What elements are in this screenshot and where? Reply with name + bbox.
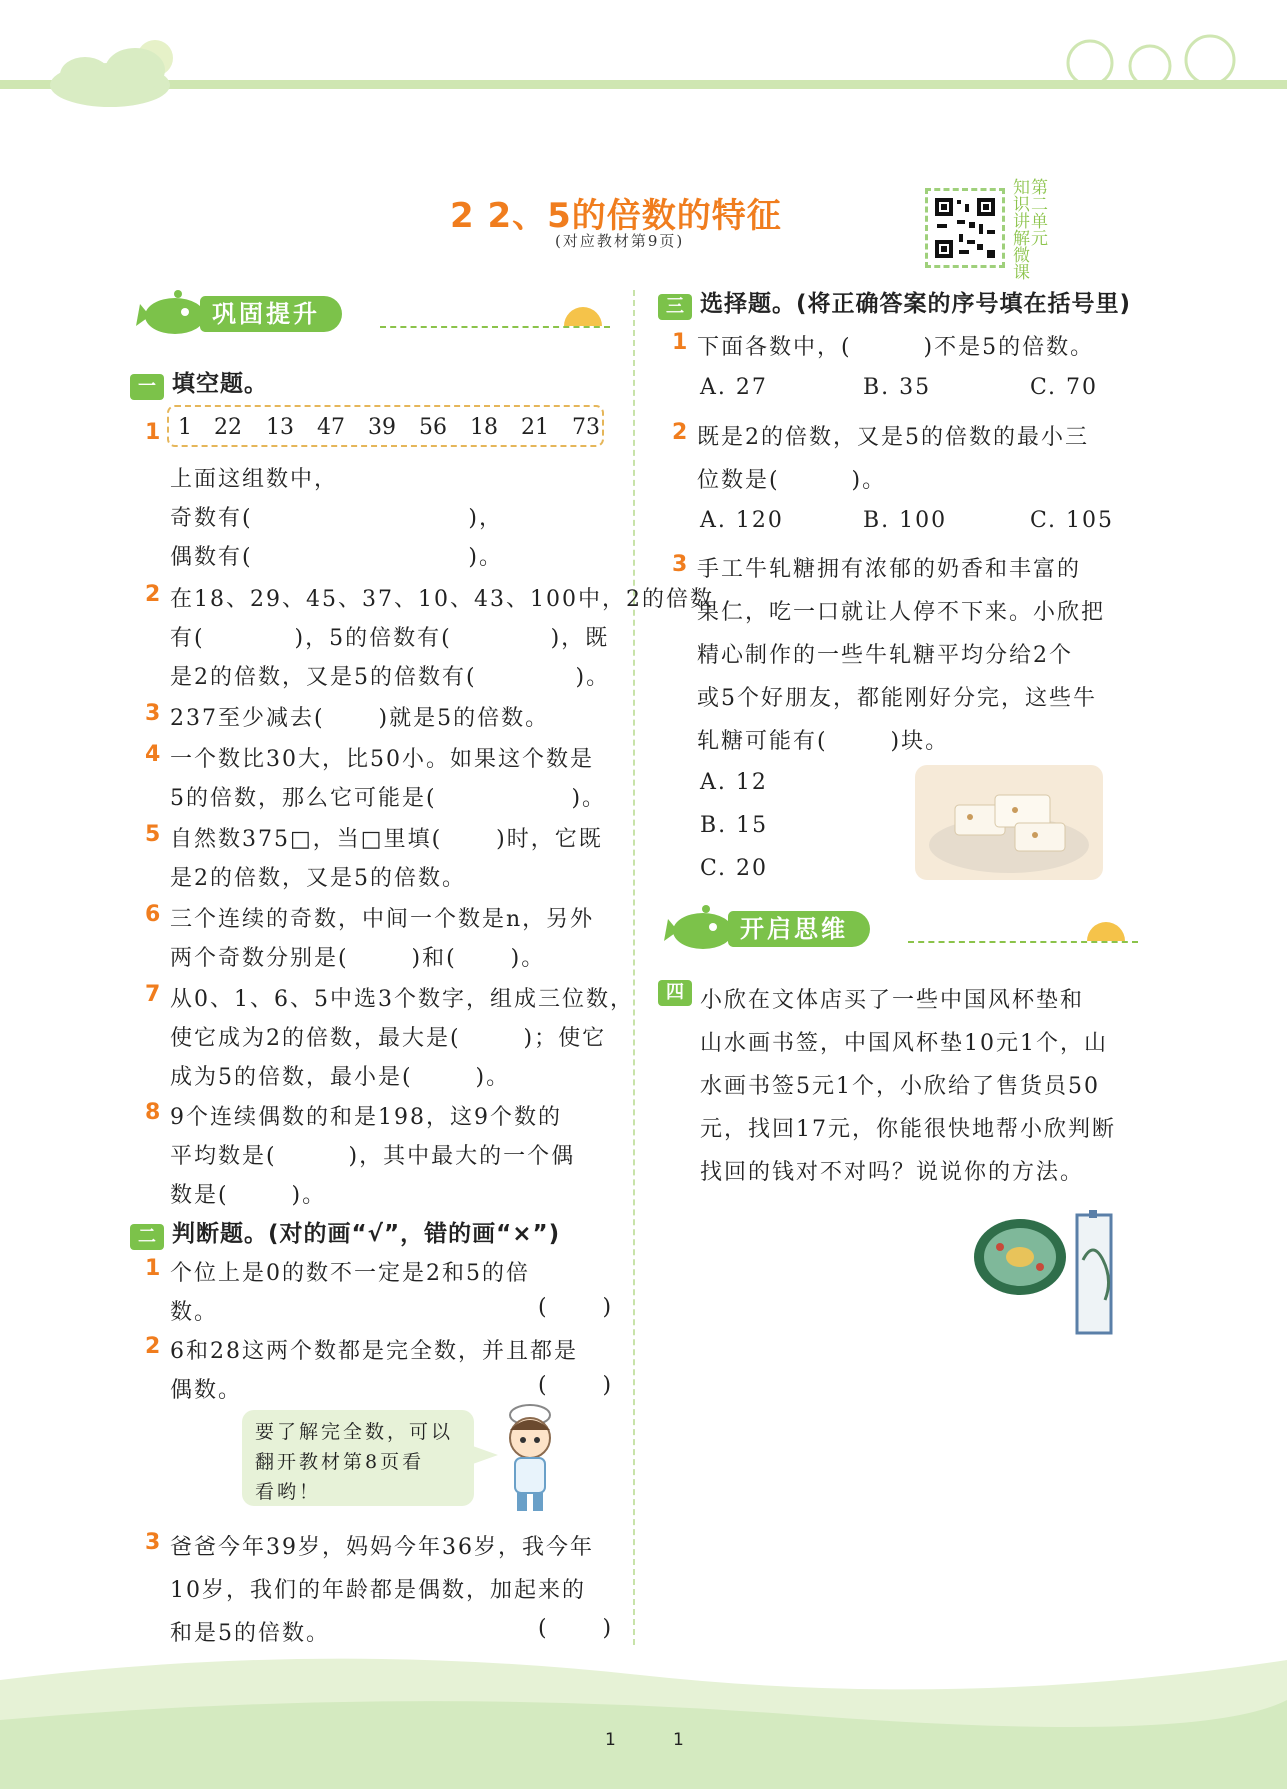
page-subtitle: (对应教材第9页) [555, 232, 685, 250]
c1-option-a[interactable]: A. 27 [700, 375, 768, 400]
qr-label-unit: 第二单元 [1027, 178, 1047, 246]
number-item: 21 [521, 415, 549, 440]
tip-text [255, 1417, 467, 1507]
q5-line2: 是2的倍数，又是5的倍数。 [170, 866, 466, 891]
q1-line1: 上面这组数中， [170, 467, 339, 492]
q8-line1: 9个连续偶数的和是198，这9个数的 [170, 1105, 562, 1130]
c3-option-a[interactable]: A. 12 [700, 770, 768, 795]
c3-line2: 果仁，吃一口就让人停不下来。小欣把 [697, 600, 1106, 625]
whale-icon [658, 905, 738, 953]
c2-line1: 既是2的倍数，又是5的倍数的最小三 [697, 425, 1089, 450]
j1-line1: 个位上是0的数不一定是2和5的倍 [170, 1261, 530, 1286]
q2-line2: 有( )，5的倍数有( )，既 [170, 626, 610, 651]
q7-line3: 成为5的倍数，最小是( )。 [170, 1065, 511, 1090]
section-title: 判断题。(对的画“√”，错的画“×”) [172, 1221, 561, 1247]
number-item: 1 [178, 415, 192, 440]
j2-line2: 偶数。 [170, 1378, 243, 1403]
tip-line: 看哟！ [255, 1481, 322, 1503]
question-number: 3 [145, 1530, 161, 1555]
nougat-candy-image [915, 765, 1103, 880]
s4-line3: 水画书签5元1个，小欣给了售货员50 [700, 1074, 1100, 1099]
j3-line3: 和是5的倍数。 [170, 1621, 330, 1646]
j3-answer-paren[interactable]: ( ) [538, 1616, 614, 1641]
banner-consolidate [130, 290, 610, 338]
s4-line5: 找回的钱对不对吗？说说你的方法。 [700, 1160, 1085, 1185]
c3-line1: 手工牛轧糖拥有浓郁的奶香和丰富的 [697, 557, 1082, 582]
q6-line2: 两个奇数分别是( )和( )。 [170, 946, 546, 971]
c2-option-a[interactable]: A. 120 [700, 508, 784, 533]
q8-line2: 平均数是( )，其中最大的一个偶 [170, 1144, 576, 1169]
qr-side-label [1010, 178, 1048, 280]
animals-decoration [1050, 18, 1250, 88]
c1-line1: 下面各数中，( )不是5的倍数。 [697, 335, 1095, 360]
section-tag: 三 [658, 294, 692, 320]
qr-code-icon [933, 196, 997, 260]
section-tag: 四 [658, 980, 692, 1006]
numbers-box [167, 405, 604, 447]
s4-line2: 山水画书签，中国风杯垫10元1个，山 [700, 1031, 1108, 1056]
q5-line1: 自然数375□，当□里填( )时，它既 [170, 827, 603, 852]
coaster-image [970, 1215, 1070, 1300]
c3-option-c[interactable]: C. 20 [700, 856, 769, 881]
question-number: 1 [672, 330, 688, 355]
c2-line2: 位数是( )。 [697, 468, 887, 493]
question-number: 2 [672, 420, 688, 445]
bookmark-image [1075, 1210, 1115, 1335]
q1-line2: 奇数有( )， [170, 506, 504, 531]
section-judge-header [130, 1215, 560, 1250]
number-item: 47 [317, 415, 345, 440]
banner-title: 开启思维 [728, 911, 870, 947]
question-number: 7 [145, 982, 161, 1007]
number-item: 22 [214, 415, 242, 440]
q3-line1: 237至少减去( )就是5的倍数。 [170, 706, 550, 731]
number-item: 73 [572, 415, 600, 440]
banner-title: 巩固提升 [200, 296, 342, 332]
section-fill-blank-header [130, 365, 268, 400]
q2-line3: 是2的倍数，又是5的倍数有( )。 [170, 665, 611, 690]
question-number: 2 [145, 1334, 161, 1359]
j3-line1: 爸爸今年39岁，妈妈今年36岁，我今年 [170, 1535, 594, 1560]
sunset-icon [1083, 915, 1129, 945]
page-number-left: 1 [605, 1730, 616, 1750]
page-number-right: 1 [673, 1730, 684, 1750]
j3-line2: 10岁，我们的年龄都是偶数，加起来的 [170, 1578, 586, 1603]
number-item: 13 [266, 415, 294, 440]
qr-code[interactable] [925, 188, 1005, 268]
section-title: 填空题。 [172, 371, 268, 397]
number-item: 39 [368, 415, 396, 440]
qr-label-micro-lesson: 知识讲解微课 [1009, 178, 1029, 280]
page-title: 2 2、5的倍数的特征 [450, 196, 782, 236]
j1-answer-paren[interactable]: ( ) [538, 1295, 614, 1320]
tip-line: 翻开教材第8页看 [255, 1451, 425, 1473]
q8-line3: 数是( )。 [170, 1183, 327, 1208]
cloud-sun-decoration [30, 30, 190, 110]
boy-character-icon [495, 1400, 565, 1515]
whale-icon [130, 290, 210, 338]
section-tag: 一 [130, 374, 164, 400]
banner-thinking [658, 905, 1138, 953]
question-number: 3 [672, 552, 688, 577]
number-item: 18 [470, 415, 498, 440]
question-number: 8 [145, 1100, 161, 1125]
c3-line3: 精心制作的一些牛轧糖平均分给2个 [697, 643, 1073, 668]
question-number: 6 [145, 902, 161, 927]
c1-option-c[interactable]: C. 70 [1030, 375, 1099, 400]
question-number: 4 [145, 742, 161, 767]
q7-line2: 使它成为2的倍数，最大是( )；使它 [170, 1026, 607, 1051]
question-number: 2 [145, 582, 161, 607]
j1-line2: 数。 [170, 1300, 219, 1325]
c2-option-b[interactable]: B. 100 [863, 508, 948, 533]
q1-line3: 偶数有( )。 [170, 545, 504, 570]
number-item: 56 [419, 415, 447, 440]
column-divider [633, 290, 635, 1645]
q6-line1: 三个连续的奇数，中间一个数是n，另外 [170, 907, 595, 932]
section-open-question [658, 980, 700, 1006]
c2-option-c[interactable]: C. 105 [1030, 508, 1115, 533]
section-title: 选择题。(将正确答案的序号填在括号里) [700, 291, 1132, 317]
tip-line: 要了解完全数，可以 [255, 1421, 454, 1443]
question-number: 1 [145, 1256, 161, 1281]
hills-decoration [0, 1630, 1287, 1789]
c3-option-b[interactable]: B. 15 [700, 813, 769, 838]
q4-line1: 一个数比30大，比50小。如果这个数是 [170, 747, 594, 772]
q2-line1: 在18、29、45、37、10、43、100中，2的倍数 [170, 587, 714, 612]
c3-line5: 轧糖可能有( )块。 [697, 729, 950, 754]
s4-line4: 元，找回17元，你能很快地帮小欣判断 [700, 1117, 1116, 1142]
c3-line4: 或5个好朋友，都能刚好分完，这些牛 [697, 686, 1097, 711]
section-choice-header [658, 285, 1131, 320]
question-number: 5 [145, 822, 161, 847]
sunset-icon [560, 300, 606, 330]
j2-line1: 6和28这两个数都是完全数，并且都是 [170, 1339, 578, 1364]
s4-line1: 小欣在文体店买了一些中国风杯垫和 [700, 988, 1085, 1013]
q7-line1: 从0、1、6、5中选3个数字，组成三位数， [170, 987, 634, 1012]
question-number: 3 [145, 701, 161, 726]
question-number: 1 [145, 420, 161, 445]
j2-answer-paren[interactable]: ( ) [538, 1373, 614, 1398]
c1-option-b[interactable]: B. 35 [863, 375, 932, 400]
q4-line2: 5的倍数，那么它可能是( )。 [170, 786, 607, 811]
section-tag: 二 [130, 1224, 164, 1250]
